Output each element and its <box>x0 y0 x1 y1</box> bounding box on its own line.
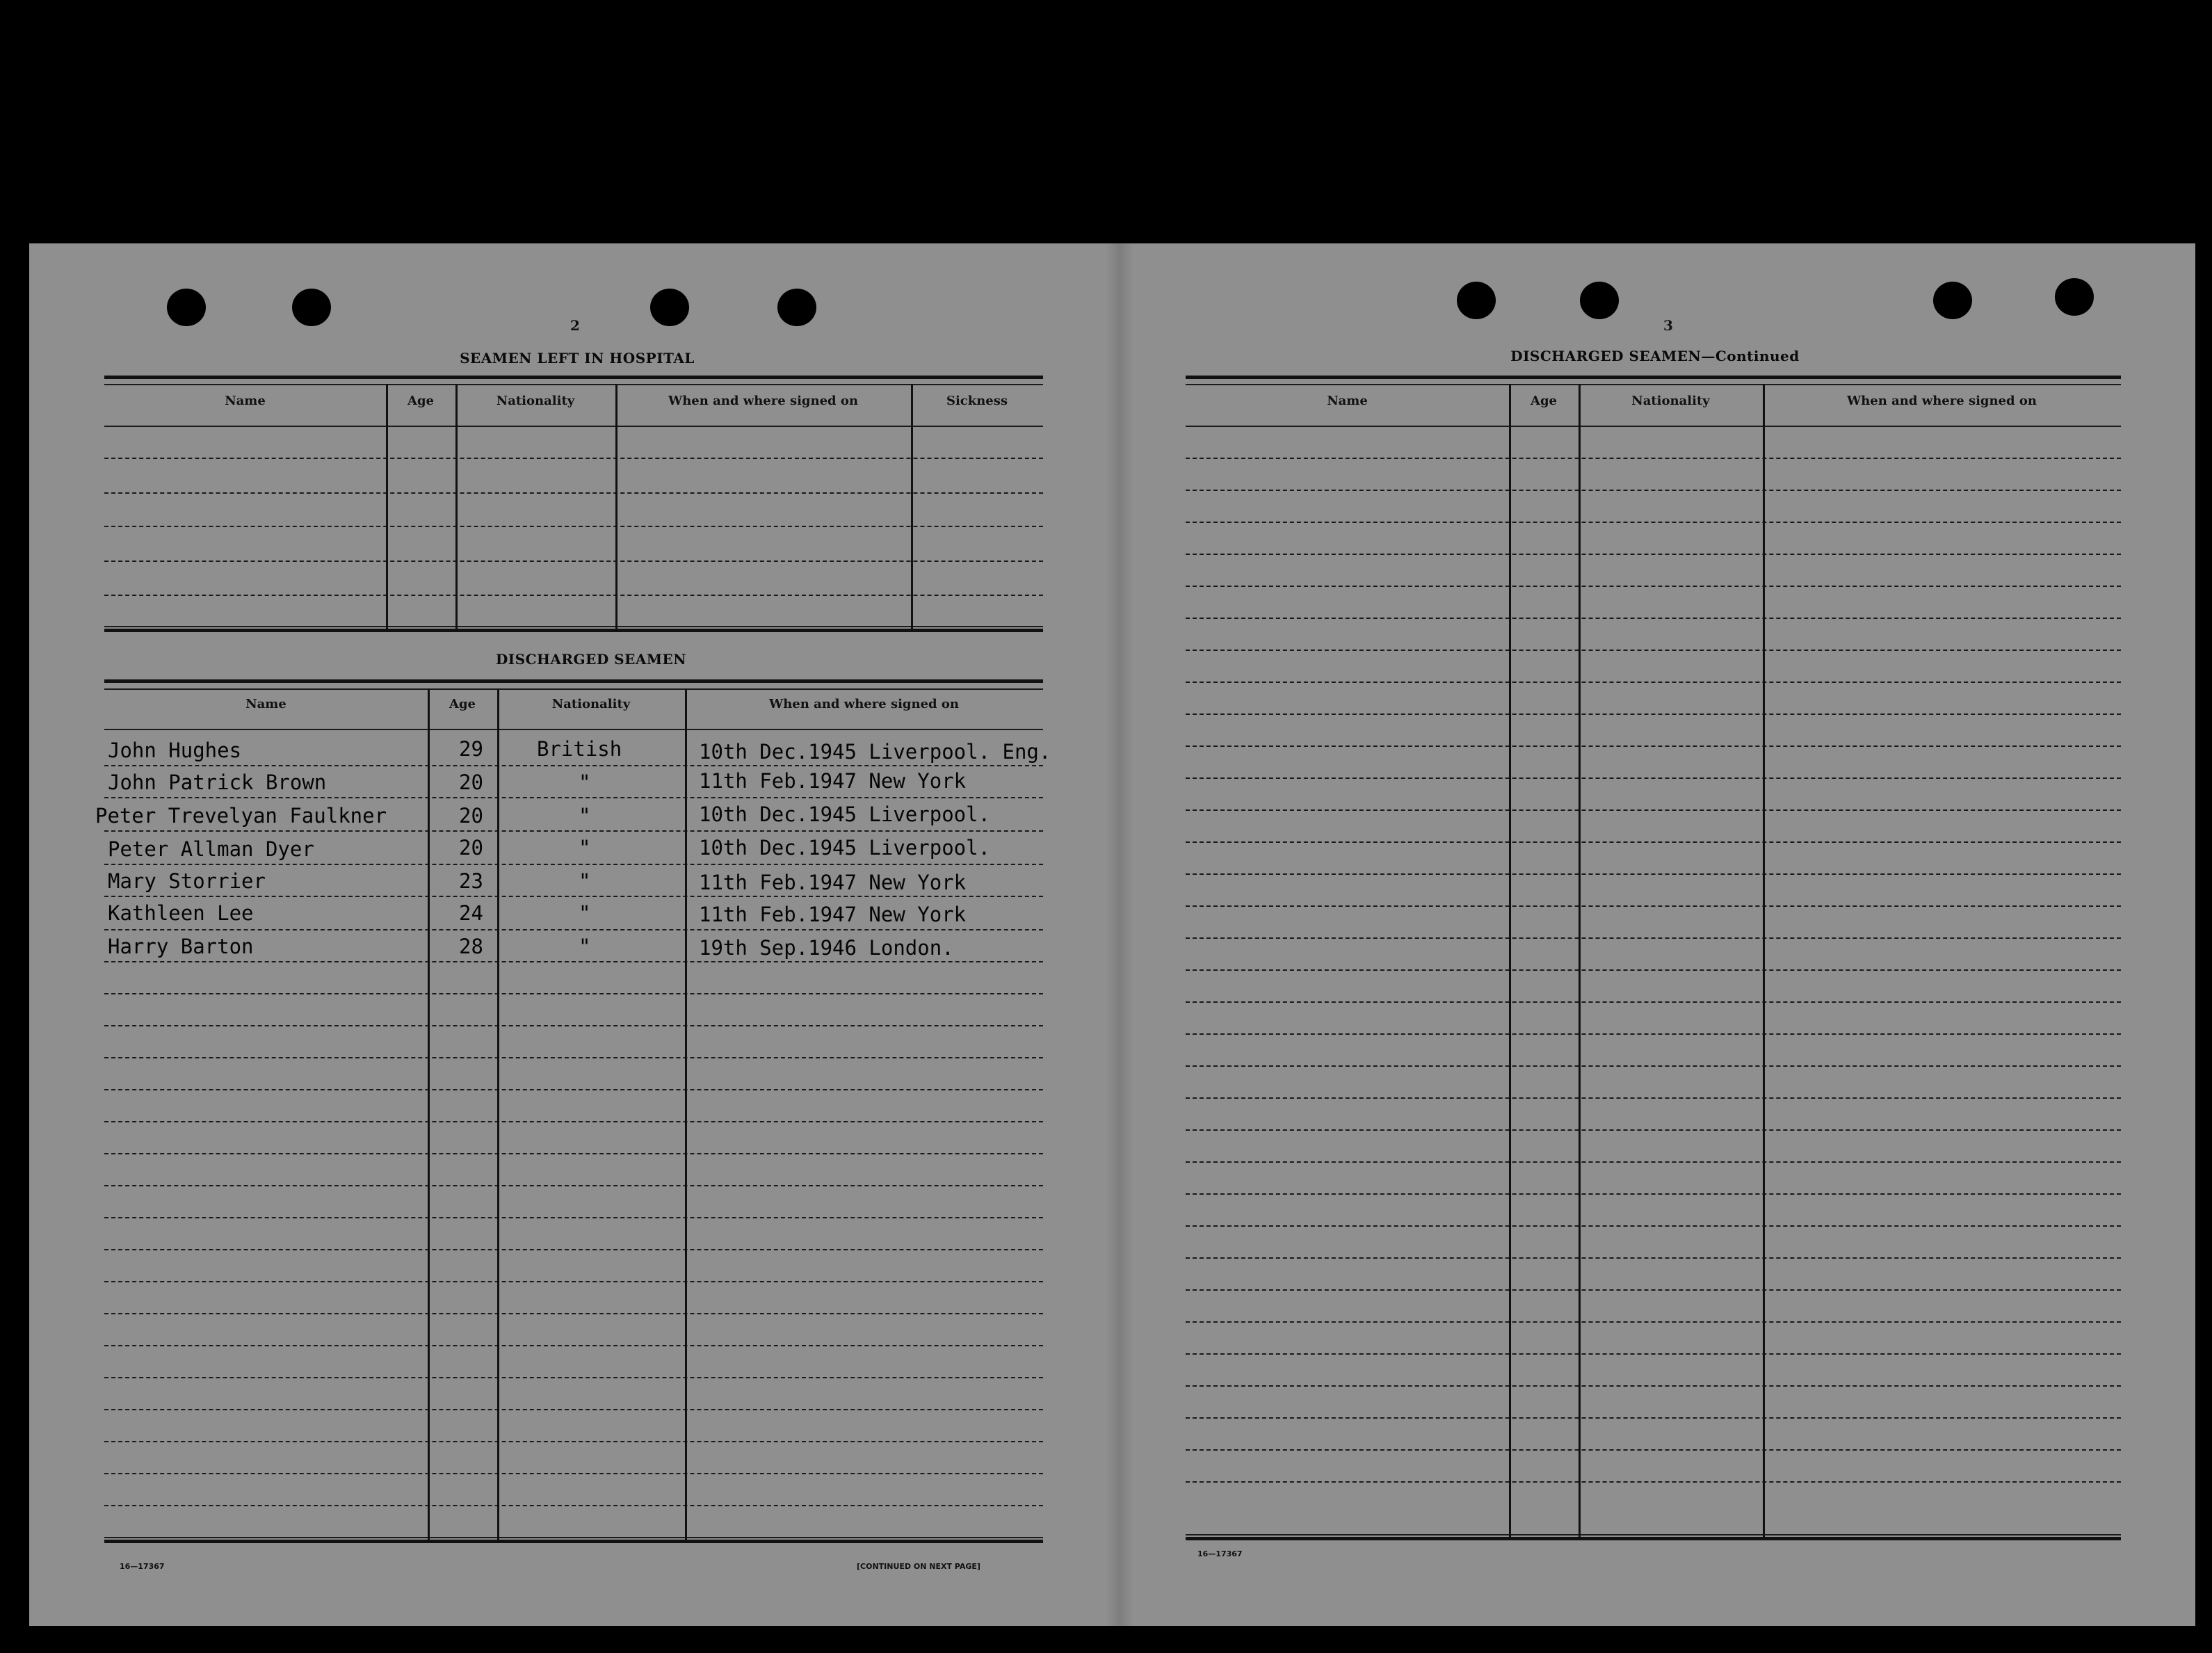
continued-header-age: Age <box>1530 394 1557 408</box>
form-number-left: 16—17367 <box>120 1562 165 1571</box>
hospital-header-nationality: Nationality <box>496 394 575 408</box>
seaman-name: Harry Barton <box>108 935 254 958</box>
seaman-signed-on: 10th Dec.1945 Liverpool. <box>699 803 991 826</box>
continued-header-name: Name <box>1327 394 1368 408</box>
discharged-table-top-rule <box>104 679 1043 683</box>
punch-hole <box>1580 282 1619 319</box>
seaman-nationality: " <box>579 804 591 828</box>
seaman-nationality: " <box>579 935 591 958</box>
seaman-signed-on: 11th Feb.1947 New York <box>699 871 967 894</box>
form-number-right: 16—17367 <box>1197 1549 1243 1558</box>
seaman-signed-on: 11th Feb.1947 New York <box>699 769 967 793</box>
punch-hole <box>1933 282 1972 319</box>
seaman-nationality: " <box>579 771 591 794</box>
seaman-age: 28 <box>459 935 483 958</box>
seaman-age: 24 <box>459 901 483 925</box>
punch-hole <box>1457 282 1496 319</box>
discharged-header-name: Name <box>245 697 286 711</box>
punch-hole <box>2055 278 2094 316</box>
seaman-signed-on: 10th Dec.1945 Liverpool. Eng. <box>699 740 1051 764</box>
seaman-age: 29 <box>459 737 483 761</box>
seaman-name: John Hughes <box>108 739 242 762</box>
continued-table-top-rule <box>1186 376 2121 379</box>
seaman-age: 20 <box>459 836 483 860</box>
page-fold <box>1106 243 1133 1626</box>
discharged-header-age: Age <box>449 697 476 711</box>
seaman-signed-on: 19th Sep.1946 London. <box>699 936 954 960</box>
page-number-right: 3 <box>1663 317 1673 334</box>
discharged-header-nationality: Nationality <box>551 697 631 711</box>
seaman-nationality: " <box>579 901 591 925</box>
hospital-header-name: Name <box>225 394 266 408</box>
hospital-table-top-rule <box>104 376 1043 379</box>
seaman-name: Peter Allman Dyer <box>108 837 314 861</box>
punch-hole <box>650 289 689 326</box>
seaman-nationality: " <box>579 836 591 860</box>
seaman-signed-on: 11th Feb.1947 New York <box>699 903 967 926</box>
seaman-name: Kathleen Lee <box>108 901 254 925</box>
continued-header-nationality: Nationality <box>1631 394 1710 408</box>
punch-hole <box>777 289 816 326</box>
continued-header-signed-on: When and where signed on <box>1847 394 2037 408</box>
seaman-nationality: British <box>537 737 622 761</box>
hospital-header-age: Age <box>407 394 434 408</box>
punch-hole <box>167 289 206 326</box>
continued-note: [CONTINUED ON NEXT PAGE] <box>857 1562 980 1571</box>
discharged-table-title: DISCHARGED SEAMEN <box>495 651 687 668</box>
hospital-header-sickness: Sickness <box>946 394 1008 408</box>
seaman-name: John Patrick Brown <box>108 771 327 794</box>
seaman-name: Peter Trevelyan Faulkner <box>95 804 387 828</box>
punch-hole <box>292 289 331 326</box>
seaman-signed-on: 10th Dec.1945 Liverpool. <box>699 836 991 860</box>
discharged-header-signed-on: When and where signed on <box>769 697 959 711</box>
discharged-continued-title: DISCHARGED SEAMEN—Continued <box>1510 348 1800 364</box>
hospital-table-title: SEAMEN LEFT IN HOSPITAL <box>460 350 695 366</box>
seaman-age: 20 <box>459 804 483 828</box>
seaman-nationality: " <box>579 869 591 893</box>
seaman-age: 23 <box>459 869 483 893</box>
hospital-header-signed-on: When and where signed on <box>668 394 858 408</box>
seaman-age: 20 <box>459 771 483 794</box>
seaman-name: Mary Storrier <box>108 869 266 893</box>
page-number-left: 2 <box>570 317 580 334</box>
